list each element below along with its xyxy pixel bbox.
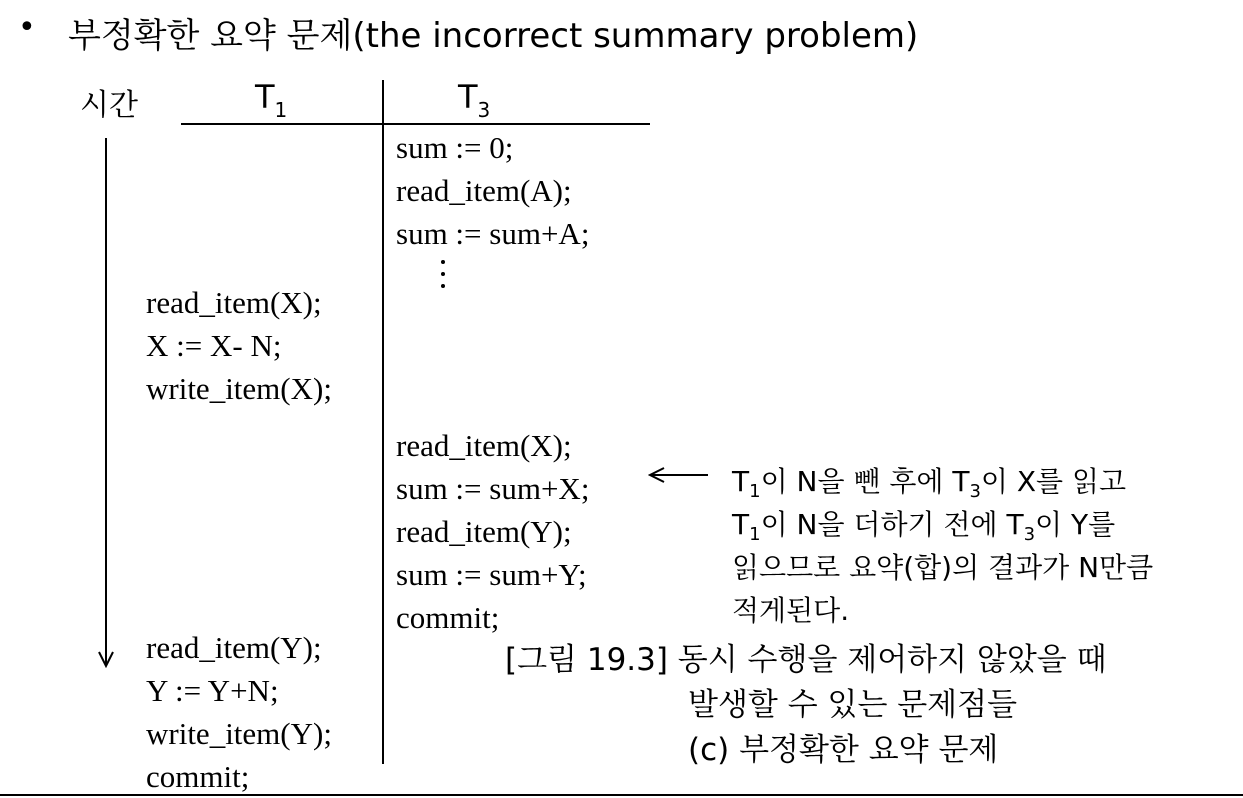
bullet-marker: • xyxy=(18,10,36,45)
note-subscript: 3 xyxy=(969,481,981,502)
code-line: sum := 0; xyxy=(396,130,514,165)
t3-code-block-2 xyxy=(396,424,589,639)
t1-code-block-1 xyxy=(146,281,332,410)
code-line: commit; xyxy=(146,759,250,794)
code-line: sum := sum+Y; xyxy=(396,557,587,592)
note-line-4: 적게된다. xyxy=(732,594,850,627)
t3-subscript: 3 xyxy=(477,98,491,122)
note-text: T xyxy=(732,508,750,541)
caption-line-1: [그림 19.3] 동시 수행을 제어하지 않았을 때 xyxy=(505,642,1107,678)
code-line: read_item(X); xyxy=(396,428,572,463)
column-divider xyxy=(382,80,384,764)
note-subscript: 3 xyxy=(1023,524,1036,545)
vertical-ellipsis xyxy=(438,258,448,290)
t3-name: T xyxy=(458,78,478,116)
code-line: read_item(X); xyxy=(146,285,322,320)
code-line: commit; xyxy=(396,600,500,635)
note-line-2 xyxy=(732,503,1153,546)
caption-line-2: 발생할 수 있는 문제점들 xyxy=(688,687,1018,723)
left-arrow-icon xyxy=(648,466,710,484)
header-rule xyxy=(181,123,650,125)
code-line: read_item(A); xyxy=(396,173,572,208)
note-text: 이 N을 뺀 후에 T xyxy=(760,465,970,498)
t1-code-block-2 xyxy=(146,626,332,798)
figure-caption xyxy=(505,638,1107,773)
note-text: T xyxy=(732,465,750,498)
caption-line-3: (c) 부정확한 요약 문제 xyxy=(688,732,999,768)
page-heading: 부정확한 요약 문제(the incorrect summary problem) xyxy=(68,16,919,56)
code-line: write_item(X); xyxy=(146,371,332,406)
note-subscript: 1 xyxy=(749,481,761,502)
time-axis-label: 시간 xyxy=(80,88,138,123)
note-text: 이 Y를 xyxy=(1035,508,1116,541)
code-line: write_item(Y); xyxy=(146,716,332,751)
code-line: X := X- N; xyxy=(146,328,282,363)
note-line-1 xyxy=(732,460,1153,503)
code-line: sum := sum+X; xyxy=(396,471,590,506)
code-line: Y := Y+N; xyxy=(146,673,279,708)
t3-code-block-1 xyxy=(396,126,589,255)
note-line-3: 읽으므로 요약(합)의 결과가 N만큼 xyxy=(732,551,1154,584)
code-line: sum := sum+A; xyxy=(396,216,590,251)
column-header-t1 xyxy=(255,78,288,122)
note-text: 이 X를 읽고 xyxy=(980,465,1127,498)
t1-subscript: 1 xyxy=(274,98,288,122)
code-line: read_item(Y); xyxy=(396,514,572,549)
t1-name: T xyxy=(255,78,275,116)
note-subscript: 1 xyxy=(749,524,761,545)
time-arrow xyxy=(96,138,116,668)
annotation-note xyxy=(732,460,1153,632)
column-header-t3 xyxy=(458,78,491,122)
code-line: read_item(Y); xyxy=(146,630,322,665)
note-text: 이 N을 더하기 전에 T xyxy=(760,508,1024,541)
